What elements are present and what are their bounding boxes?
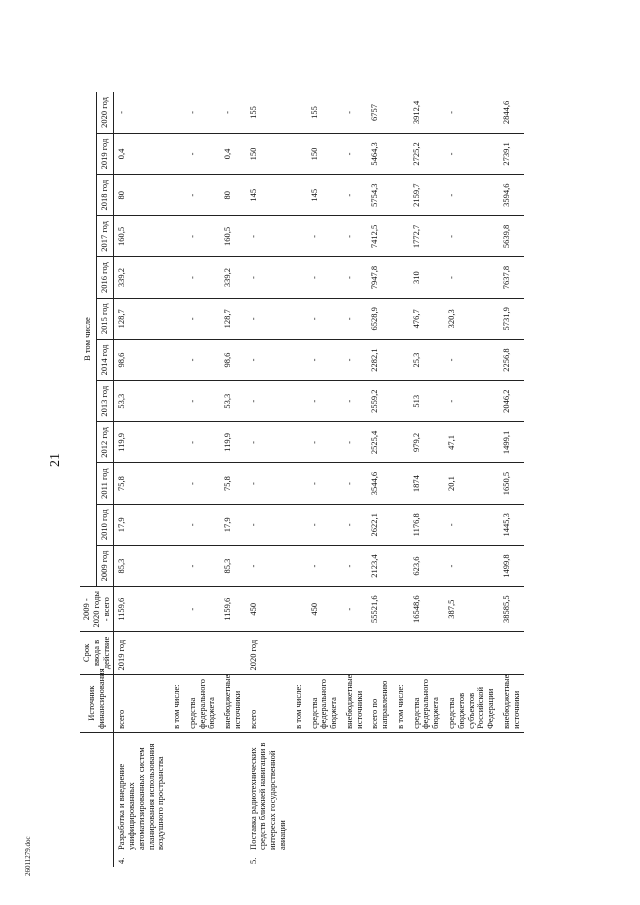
header-year: 2017 год xyxy=(97,216,114,257)
header-in-that-number: В том числе xyxy=(80,92,97,587)
year-value-cell: - xyxy=(246,298,291,339)
year-value-cell: 2739,1 xyxy=(499,133,525,174)
year-value-cell: 1499,8 xyxy=(499,545,525,586)
deadline-cell: 2020 год xyxy=(246,632,291,674)
header-no xyxy=(80,853,114,867)
year-value-cell: 979,2 xyxy=(409,422,444,463)
funding-source: внебюджетные источники xyxy=(220,674,246,732)
table-row xyxy=(499,92,525,867)
measure-name xyxy=(367,732,393,853)
funding-source: всего по направлению xyxy=(367,674,393,732)
year-value-cell xyxy=(169,504,185,545)
year-value-cell xyxy=(393,504,409,545)
year-value-cell xyxy=(393,381,409,422)
deadline-cell xyxy=(291,632,307,674)
year-value-cell: - xyxy=(185,298,220,339)
funding-source: средства бюджетов субъектов Российской Федерации xyxy=(444,674,499,732)
row-number xyxy=(220,853,246,867)
page-number: 21 xyxy=(48,453,63,467)
year-value-cell: 75,8 xyxy=(220,463,246,504)
total-cell: 38585,5 xyxy=(499,587,525,632)
measure-name xyxy=(444,732,499,853)
table-row xyxy=(291,92,307,867)
year-value-cell: - xyxy=(444,133,499,174)
year-value-cell: - xyxy=(185,422,220,463)
deadline-cell xyxy=(220,632,246,674)
year-value-cell: 513 xyxy=(409,381,444,422)
year-value-cell: 7412,5 xyxy=(367,216,393,257)
year-value-cell: - xyxy=(307,545,342,586)
funding-source: в том числе: xyxy=(291,674,307,732)
table-row xyxy=(307,92,342,867)
measure-name xyxy=(307,732,342,853)
year-value-cell xyxy=(291,133,307,174)
header-year: 2011 год xyxy=(97,463,114,504)
deadline-cell xyxy=(499,632,525,674)
year-value-cell xyxy=(393,257,409,298)
year-value-cell: 17,9 xyxy=(114,504,169,545)
deadline-cell xyxy=(393,632,409,674)
year-value-cell xyxy=(291,216,307,257)
year-value-cell: 17,9 xyxy=(220,504,246,545)
total-cell: 16548,6 xyxy=(409,587,444,632)
year-value-cell: 2844,6 xyxy=(499,92,525,133)
header-year: 2016 год xyxy=(97,257,114,298)
year-value-cell: 85,3 xyxy=(220,545,246,586)
measure-name xyxy=(499,732,525,853)
year-value-cell: - xyxy=(220,92,246,133)
year-value-cell: - xyxy=(342,175,368,216)
year-value-cell: 160,5 xyxy=(220,216,246,257)
header-year: 2009 год xyxy=(97,545,114,586)
year-value-cell: - xyxy=(444,545,499,586)
year-value-cell: - xyxy=(246,381,291,422)
year-value-cell: - xyxy=(342,92,368,133)
year-value-cell: 6528,9 xyxy=(367,298,393,339)
row-number xyxy=(291,853,307,867)
total-cell: 450 xyxy=(246,587,291,632)
measure-name: Разработка и внедрение унифицированных автоматизированных систем планирования использования воздушного пространства xyxy=(116,743,166,850)
year-value-cell: - xyxy=(342,381,368,422)
year-value-cell xyxy=(393,216,409,257)
row-number xyxy=(342,853,368,867)
year-value-cell: - xyxy=(307,339,342,380)
year-value-cell: - xyxy=(444,504,499,545)
year-value-cell: - xyxy=(307,216,342,257)
year-value-cell: - xyxy=(307,257,342,298)
year-value-cell: - xyxy=(342,504,368,545)
table-row xyxy=(169,92,185,867)
year-value-cell: 2256,8 xyxy=(499,339,525,380)
year-value-cell xyxy=(393,339,409,380)
year-value-cell: 2282,1 xyxy=(367,339,393,380)
funding-source: всего xyxy=(114,674,169,732)
row-number xyxy=(393,853,409,867)
row-number xyxy=(499,853,525,867)
year-value-cell: 2622,1 xyxy=(367,504,393,545)
total-cell: 450 xyxy=(307,587,342,632)
year-value-cell: 0,4 xyxy=(220,133,246,174)
header-year: 2014 год xyxy=(97,339,114,380)
year-value-cell: 2123,4 xyxy=(367,545,393,586)
year-value-cell: 80 xyxy=(114,175,169,216)
year-value-cell xyxy=(393,545,409,586)
year-value-cell: 98,6 xyxy=(114,339,169,380)
year-value-cell: - xyxy=(246,545,291,586)
year-value-cell xyxy=(169,257,185,298)
year-value-cell: 5731,9 xyxy=(499,298,525,339)
measure-name: Поставка радиотехнических средств ближней навигации в интересах государственной авиации xyxy=(247,742,288,850)
total-cell xyxy=(393,587,409,632)
header-source: Источник финансирования xyxy=(80,674,114,732)
year-value-cell xyxy=(169,175,185,216)
funding-source: в том числе: xyxy=(169,674,185,732)
year-value-cell: - xyxy=(246,422,291,463)
header-year: 2010 год xyxy=(97,504,114,545)
year-value-cell: 98,6 xyxy=(220,339,246,380)
year-value-cell: 310 xyxy=(409,257,444,298)
year-value-cell xyxy=(291,504,307,545)
deadline-cell xyxy=(444,632,499,674)
year-value-cell: 3594,6 xyxy=(499,175,525,216)
table-row xyxy=(220,92,246,867)
row-number xyxy=(185,853,220,867)
year-value-cell: 3912,4 xyxy=(409,92,444,133)
header-year: 2015 год xyxy=(97,298,114,339)
year-value-cell xyxy=(393,463,409,504)
funding-source: внебюджетные источники xyxy=(499,674,525,732)
deadline-cell xyxy=(185,632,220,674)
year-value-cell: 3544,6 xyxy=(367,463,393,504)
header-year: 2013 год xyxy=(97,381,114,422)
year-value-cell: - xyxy=(185,504,220,545)
deadline-cell xyxy=(342,632,368,674)
measure-name xyxy=(220,732,246,853)
table-row xyxy=(444,92,499,867)
year-value-cell: 7947,8 xyxy=(367,257,393,298)
total-cell: 55521,6 xyxy=(367,587,393,632)
year-value-cell: 80 xyxy=(220,175,246,216)
year-value-cell xyxy=(169,298,185,339)
year-value-cell xyxy=(291,422,307,463)
year-value-cell: - xyxy=(342,463,368,504)
year-value-cell: - xyxy=(246,257,291,298)
year-value-cell xyxy=(291,298,307,339)
year-value-cell: 2046,2 xyxy=(499,381,525,422)
row-number xyxy=(367,853,393,867)
table-body xyxy=(114,92,525,867)
year-value-cell: 160,5 xyxy=(114,216,169,257)
year-value-cell: 1499,1 xyxy=(499,422,525,463)
year-value-cell: 85,3 xyxy=(114,545,169,586)
funding-source: в том числе: xyxy=(393,674,409,732)
measure-name xyxy=(342,732,368,853)
total-cell xyxy=(169,587,185,632)
year-value-cell xyxy=(393,175,409,216)
year-value-cell: - xyxy=(444,216,499,257)
funding-source: внебюджетные источники xyxy=(342,674,368,732)
year-value-cell: 2159,7 xyxy=(409,175,444,216)
year-value-cell: - xyxy=(444,339,499,380)
year-value-cell xyxy=(291,381,307,422)
year-value-cell xyxy=(393,422,409,463)
year-value-cell xyxy=(393,133,409,174)
year-value-cell: - xyxy=(246,504,291,545)
year-value-cell: - xyxy=(307,463,342,504)
year-value-cell xyxy=(169,545,185,586)
year-value-cell: 2525,4 xyxy=(367,422,393,463)
year-value-cell: - xyxy=(246,216,291,257)
year-value-cell: - xyxy=(246,463,291,504)
year-value-cell xyxy=(169,216,185,257)
table-row xyxy=(393,92,409,867)
table-row xyxy=(409,92,444,867)
total-cell: 1159,6 xyxy=(114,587,169,632)
year-value-cell: 623,6 xyxy=(409,545,444,586)
year-value-cell xyxy=(393,298,409,339)
year-value-cell: 145 xyxy=(307,175,342,216)
financing-table xyxy=(80,92,524,867)
year-value-cell: - xyxy=(114,92,169,133)
table-row xyxy=(246,92,291,867)
year-value-cell xyxy=(291,175,307,216)
header-year: 2018 год xyxy=(97,175,114,216)
deadline-cell xyxy=(169,632,185,674)
year-value-cell: 119,9 xyxy=(114,422,169,463)
table-row xyxy=(185,92,220,867)
year-value-cell: 5639,8 xyxy=(499,216,525,257)
header-measure xyxy=(80,732,114,853)
year-value-cell: 20,1 xyxy=(444,463,499,504)
year-value-cell: - xyxy=(342,298,368,339)
row-number xyxy=(169,853,185,867)
year-value-cell: 2725,2 xyxy=(409,133,444,174)
row-number xyxy=(409,853,444,867)
year-value-cell xyxy=(169,381,185,422)
year-value-cell: - xyxy=(444,92,499,133)
row-number: 4. xyxy=(116,857,127,864)
year-value-cell xyxy=(393,92,409,133)
year-value-cell xyxy=(169,339,185,380)
year-value-cell: 339,2 xyxy=(114,257,169,298)
year-value-cell: - xyxy=(444,257,499,298)
funding-source: средства федерального бюджета xyxy=(185,674,220,732)
year-value-cell: 1176,8 xyxy=(409,504,444,545)
deadline-cell xyxy=(307,632,342,674)
row-number xyxy=(307,853,342,867)
year-value-cell xyxy=(291,463,307,504)
header-year: 2020 год xyxy=(97,92,114,133)
year-value-cell: - xyxy=(307,422,342,463)
total-cell: - xyxy=(185,587,220,632)
year-value-cell: 53,3 xyxy=(220,381,246,422)
year-value-cell: 75,8 xyxy=(114,463,169,504)
year-value-cell: 53,3 xyxy=(114,381,169,422)
deadline-cell: 2019 год xyxy=(114,632,169,674)
measure-name xyxy=(393,732,409,853)
year-value-cell: 150 xyxy=(307,133,342,174)
year-value-cell xyxy=(291,92,307,133)
year-value-cell xyxy=(169,133,185,174)
year-value-cell: - xyxy=(307,298,342,339)
year-value-cell: 5464,3 xyxy=(367,133,393,174)
year-value-cell: 150 xyxy=(246,133,291,174)
year-value-cell xyxy=(169,463,185,504)
header-year: 2012 год xyxy=(97,422,114,463)
year-value-cell: 476,7 xyxy=(409,298,444,339)
year-value-cell: 119,9 xyxy=(220,422,246,463)
year-value-cell: - xyxy=(185,175,220,216)
year-value-cell xyxy=(169,92,185,133)
year-value-cell: 7637,8 xyxy=(499,257,525,298)
year-value-cell: - xyxy=(185,545,220,586)
header-year: 2019 год xyxy=(97,133,114,174)
year-value-cell: 1650,5 xyxy=(499,463,525,504)
year-value-cell: 25,3 xyxy=(409,339,444,380)
year-value-cell: - xyxy=(342,545,368,586)
year-value-cell: - xyxy=(444,381,499,422)
deadline-cell xyxy=(367,632,393,674)
table-row xyxy=(342,92,368,867)
year-value-cell: 145 xyxy=(246,175,291,216)
funding-source: средства федерального бюджета xyxy=(307,674,342,732)
header-deadline: Срок ввода в действие xyxy=(80,632,114,674)
year-value-cell: - xyxy=(185,381,220,422)
funding-source: средства федерального бюджета xyxy=(409,674,444,732)
year-value-cell: - xyxy=(342,257,368,298)
year-value-cell: - xyxy=(342,216,368,257)
year-value-cell xyxy=(291,257,307,298)
year-value-cell: 320,3 xyxy=(444,298,499,339)
year-value-cell: 128,7 xyxy=(114,298,169,339)
year-value-cell: 1445,3 xyxy=(499,504,525,545)
total-cell: 387,5 xyxy=(444,587,499,632)
year-value-cell: 0,4 xyxy=(114,133,169,174)
year-value-cell: 5754,3 xyxy=(367,175,393,216)
year-value-cell: - xyxy=(246,339,291,380)
total-cell: 1159,6 xyxy=(220,587,246,632)
year-value-cell: - xyxy=(307,381,342,422)
year-value-cell: - xyxy=(185,339,220,380)
year-value-cell: - xyxy=(185,133,220,174)
year-value-cell xyxy=(169,422,185,463)
year-value-cell: 155 xyxy=(246,92,291,133)
year-value-cell: - xyxy=(185,463,220,504)
total-cell xyxy=(291,587,307,632)
year-value-cell: 1772,7 xyxy=(409,216,444,257)
measure-name xyxy=(409,732,444,853)
year-value-cell: 6757 xyxy=(367,92,393,133)
year-value-cell: 47,1 xyxy=(444,422,499,463)
year-value-cell: - xyxy=(185,92,220,133)
year-value-cell: 1874 xyxy=(409,463,444,504)
row-number: 5. xyxy=(247,857,258,864)
year-value-cell: - xyxy=(185,257,220,298)
year-value-cell: 128,7 xyxy=(220,298,246,339)
document-footer: 26011279.doc xyxy=(24,836,32,876)
year-value-cell: - xyxy=(307,504,342,545)
table-row xyxy=(114,92,169,867)
year-value-cell: - xyxy=(185,216,220,257)
year-value-cell: - xyxy=(342,339,368,380)
year-value-cell xyxy=(291,545,307,586)
year-value-cell: 155 xyxy=(307,92,342,133)
year-value-cell: 2559,2 xyxy=(367,381,393,422)
rotated-table-container xyxy=(80,92,633,867)
year-value-cell: - xyxy=(444,175,499,216)
measure-name xyxy=(291,732,307,853)
row-number xyxy=(444,853,499,867)
year-value-cell: - xyxy=(342,133,368,174)
measure-name xyxy=(169,732,185,853)
year-value-cell: 339,2 xyxy=(220,257,246,298)
year-value-cell: - xyxy=(342,422,368,463)
total-cell: - xyxy=(342,587,368,632)
header-total: 2009 - 2020 годы - всего xyxy=(80,587,114,632)
deadline-cell xyxy=(409,632,444,674)
measure-name xyxy=(185,732,220,853)
funding-source: всего xyxy=(246,674,291,732)
table-row xyxy=(367,92,393,867)
year-value-cell xyxy=(291,339,307,380)
